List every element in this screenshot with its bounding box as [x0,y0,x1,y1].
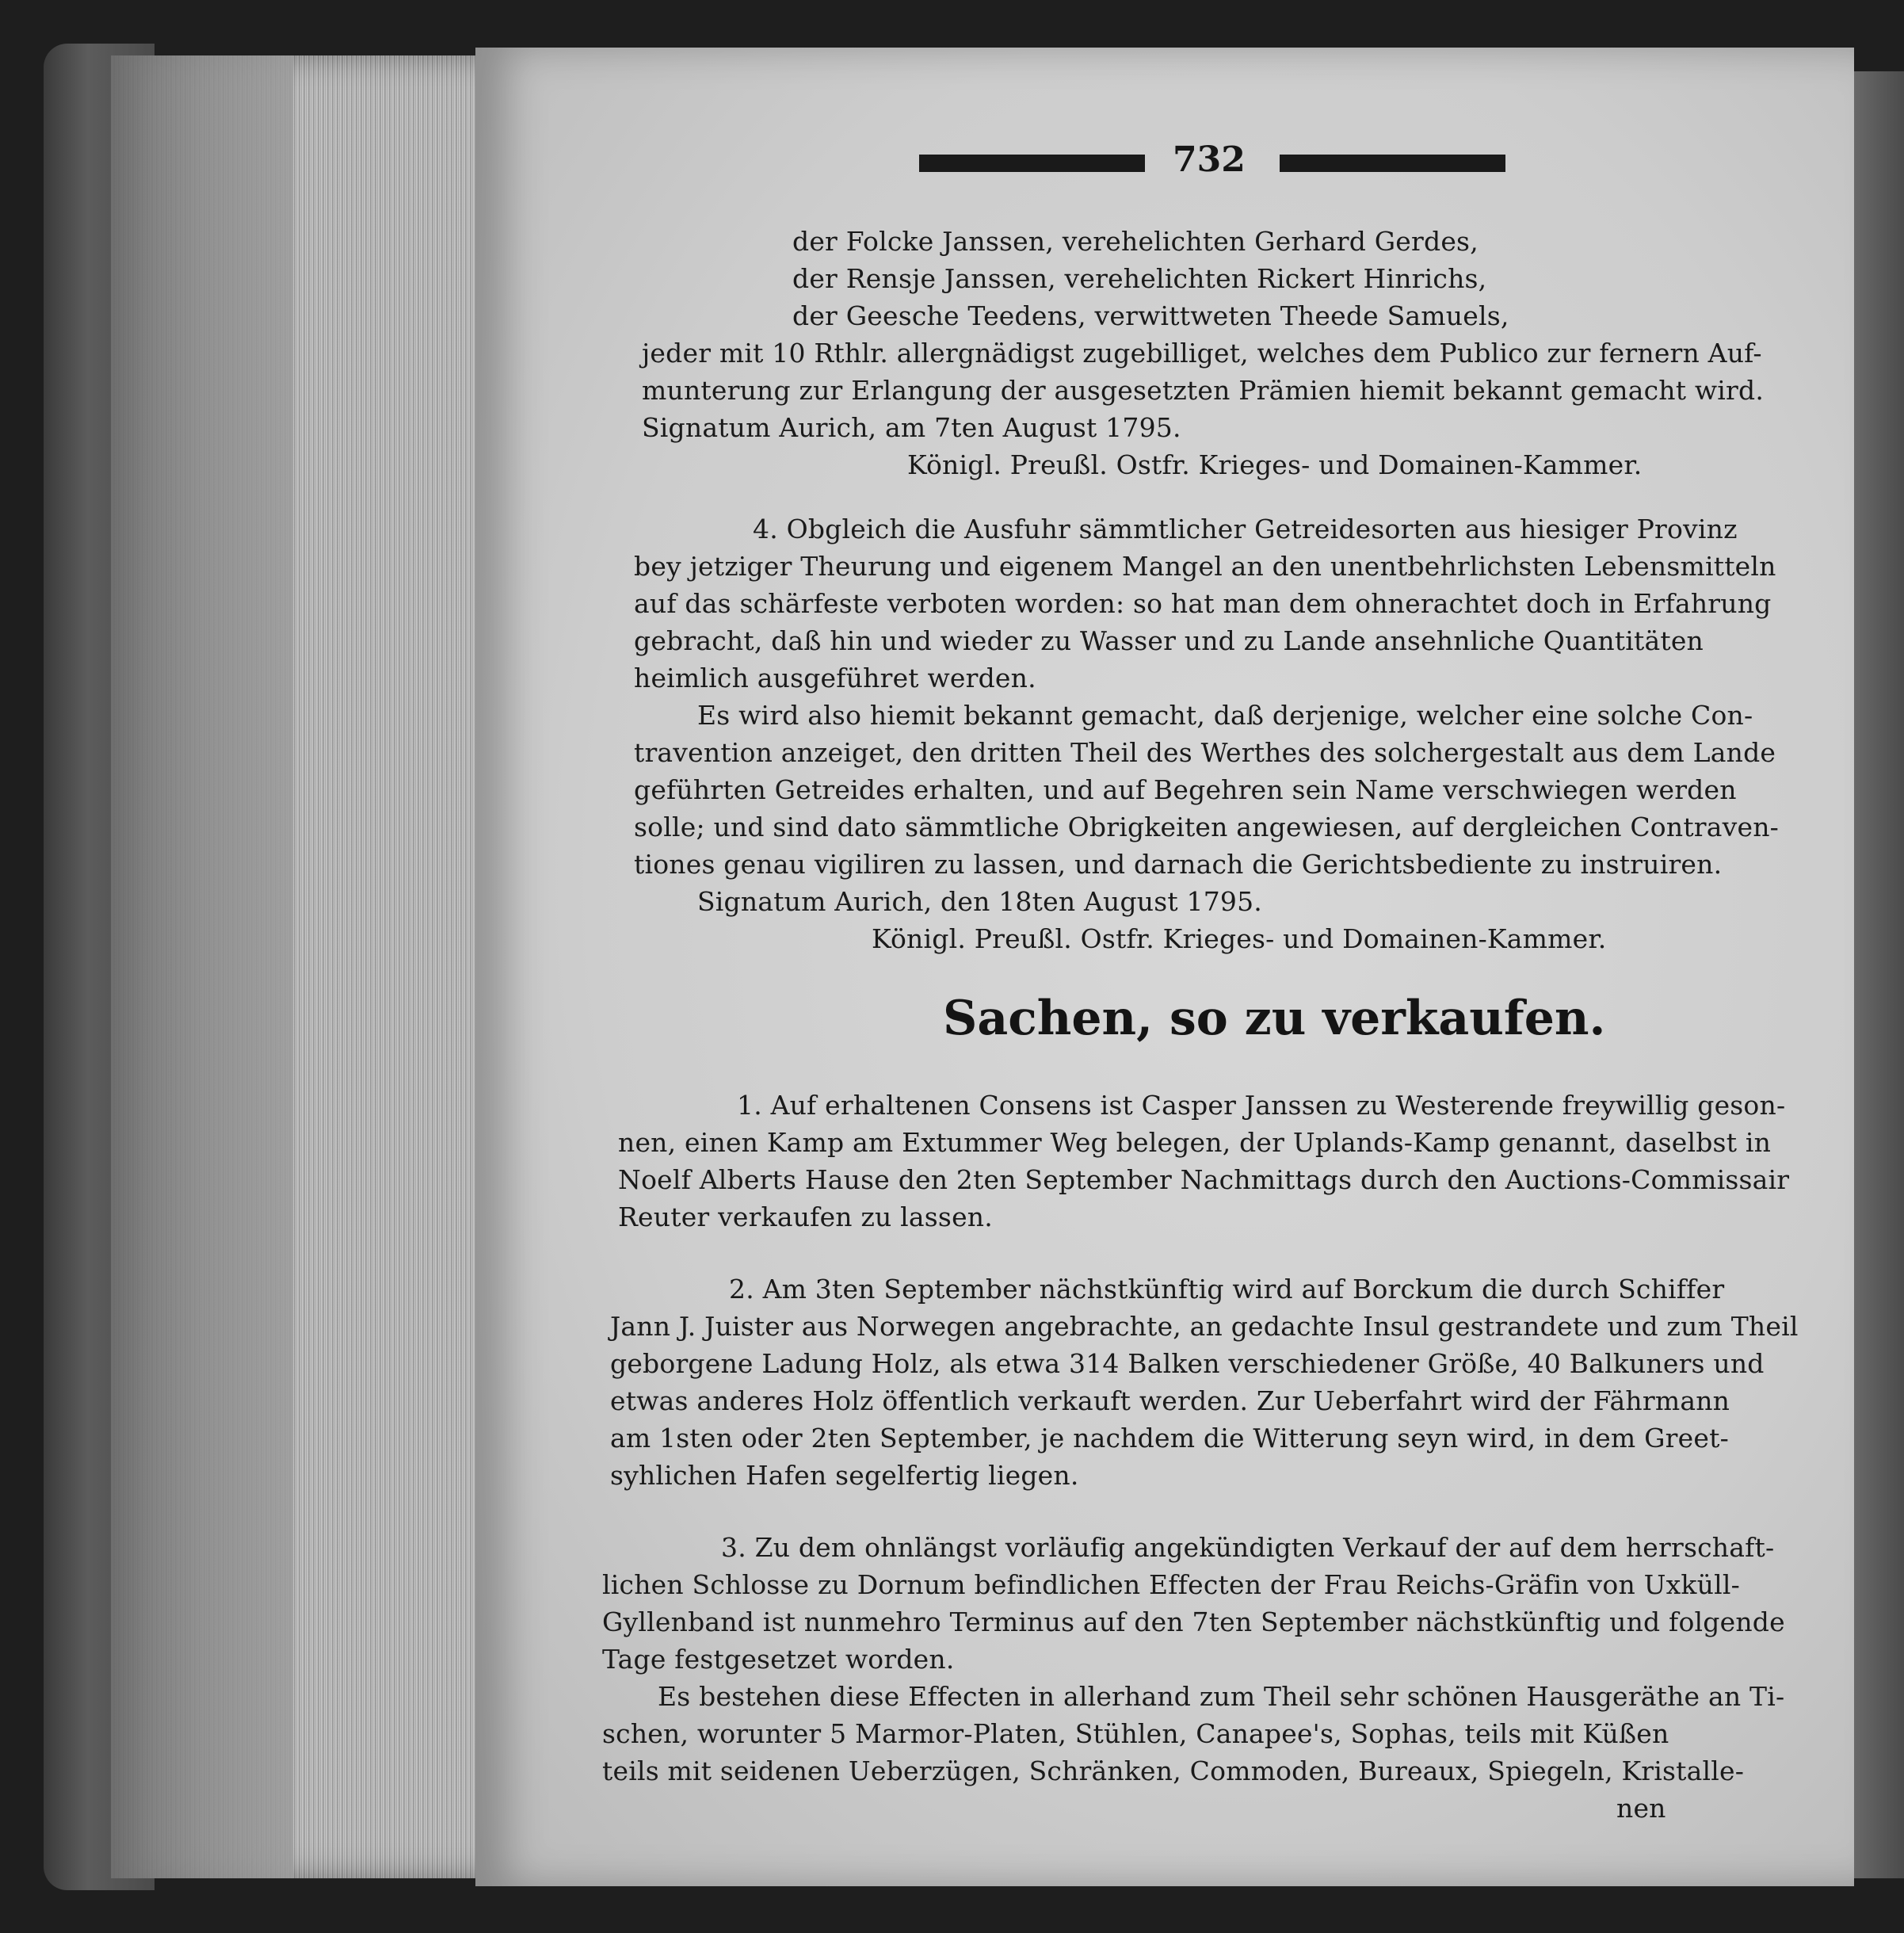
text-line: Es wird also hiemit bekannt gemacht, daß derjenige, welcher eine solche Con- [697,700,1753,731]
header-rule-right [1280,155,1505,172]
text-line: teils mit seidenen Ueberzügen, Schränken, Commoden, Bureaux, Spiegeln, Kristalle- [602,1755,1745,1786]
text-line: 4. Obgleich die Ausfuhr sämmtlicher Getreidesorten aus hiesiger Provinz [753,514,1738,544]
text-line: Königl. Preußl. Ostfr. Krieges- und Domainen-Kammer. [907,449,1643,480]
text-line: der Geesche Teedens, verwittweten Theede Samuels, [792,300,1509,331]
text-line: Tage festgesetzet worden. [602,1644,955,1675]
text-line: bey jetziger Theurung und eigenem Mangel an den unentbehrlichsten Lebensmitteln [634,551,1776,582]
text-line: munterung zur Erlangung der ausgesetzten Prämien hiemit bekannt gemacht wird. [642,375,1765,406]
book-cover-right [1846,71,1904,1878]
text-line: Signatum Aurich, am 7ten August 1795. [642,412,1181,443]
text-line: Signatum Aurich, den 18ten August 1795. [697,886,1262,917]
text-line: Gyllenband ist nunmehro Terminus auf den 7ten September nächstkünftig und folgende [602,1606,1785,1637]
text-line: Jann J. Juister aus Norwegen angebrachte, an gedachte Insul gestrandete und zum Theil [610,1311,1799,1342]
text-line: heimlich ausgeführet werden. [634,663,1036,693]
text-line: Es bestehen diese Effecten in allerhand zum Theil sehr schönen Hausgeräthe an Ti- [658,1681,1785,1712]
page-edge-shadow [111,55,293,1878]
section-heading: Sachen, so zu verkaufen. [943,991,1606,1046]
catchword: nen [1616,1793,1666,1824]
text-line: geborgene Ladung Holz, als etwa 314 Balken verschiedener Größe, 40 Balkuners und [610,1348,1765,1379]
text-line: am 1sten oder 2ten September, je nachdem die Witterung seyn wird, in dem Greet- [610,1423,1729,1454]
text-line: nen, einen Kamp am Extummer Weg belegen, der Uplands-Kamp genannt, daselbst in [618,1127,1772,1158]
text-line: Reuter verkaufen zu lassen. [618,1201,993,1232]
text-line: 3. Zu dem ohnlängst vorläufig angekündigten Verkauf der auf dem herrschaft- [721,1532,1775,1563]
text-line: lichen Schlosse zu Dornum befindlichen Effecten der Frau Reichs-Gräfin von Uxküll- [602,1569,1740,1600]
text-line: der Folcke Janssen, verehelichten Gerhard Gerdes, [792,226,1479,257]
text-line: solle; und sind dato sämmtliche Obrigkeiten angewiesen, auf dergleichen Contraven- [634,812,1780,842]
text-line: 2. Am 3ten September nächstkünftig wird auf Borckum die durch Schiffer [729,1274,1725,1305]
text-line: der Rensje Janssen, verehelichten Rickert Hinrichs, [792,263,1487,294]
text-line: etwas anderes Holz öffentlich verkauft werden. Zur Ueberfahrt wird der Fährmann [610,1385,1730,1416]
text-line: Königl. Preußl. Ostfr. Krieges- und Domainen-Kammer. [872,923,1607,954]
text-line: schen, worunter 5 Marmor-Platen, Stühlen, Canapee's, Sophas, teils mit Küßen [602,1718,1669,1749]
text-line: geführten Getreides erhalten, und auf Begehren sein Name verschwiegen werden [634,774,1737,805]
text-line: gebracht, daß hin und wieder zu Wasser und zu Lande ansehnliche Quantitäten [634,625,1704,656]
text-line: tiones genau vigiliren zu lassen, und darnach die Gerichtsbediente zu instruiren. [634,849,1723,880]
text-line: travention anzeiget, den dritten Theil des Werthes des solchergestalt aus dem Lande [634,737,1776,768]
text-line: syhlichen Hafen segelfertig liegen. [610,1460,1079,1491]
text-line: 1. Auf erhaltenen Consens ist Casper Janssen zu Westerende freywillig geson- [737,1090,1786,1121]
text-line: jeder mit 10 Rthlr. allergnädigst zugebilliget, welches dem Publico zur fernern Auf- [642,338,1762,369]
header-rule-left [919,155,1145,172]
page-number: 732 [1173,139,1246,180]
text-line: Noelf Alberts Hause den 2ten September Nachmittags durch den Auctions-Commissair [618,1164,1790,1195]
text-line: auf das schärfeste verboten worden: so hat man dem ohnerachtet doch in Erfahrung [634,588,1772,619]
